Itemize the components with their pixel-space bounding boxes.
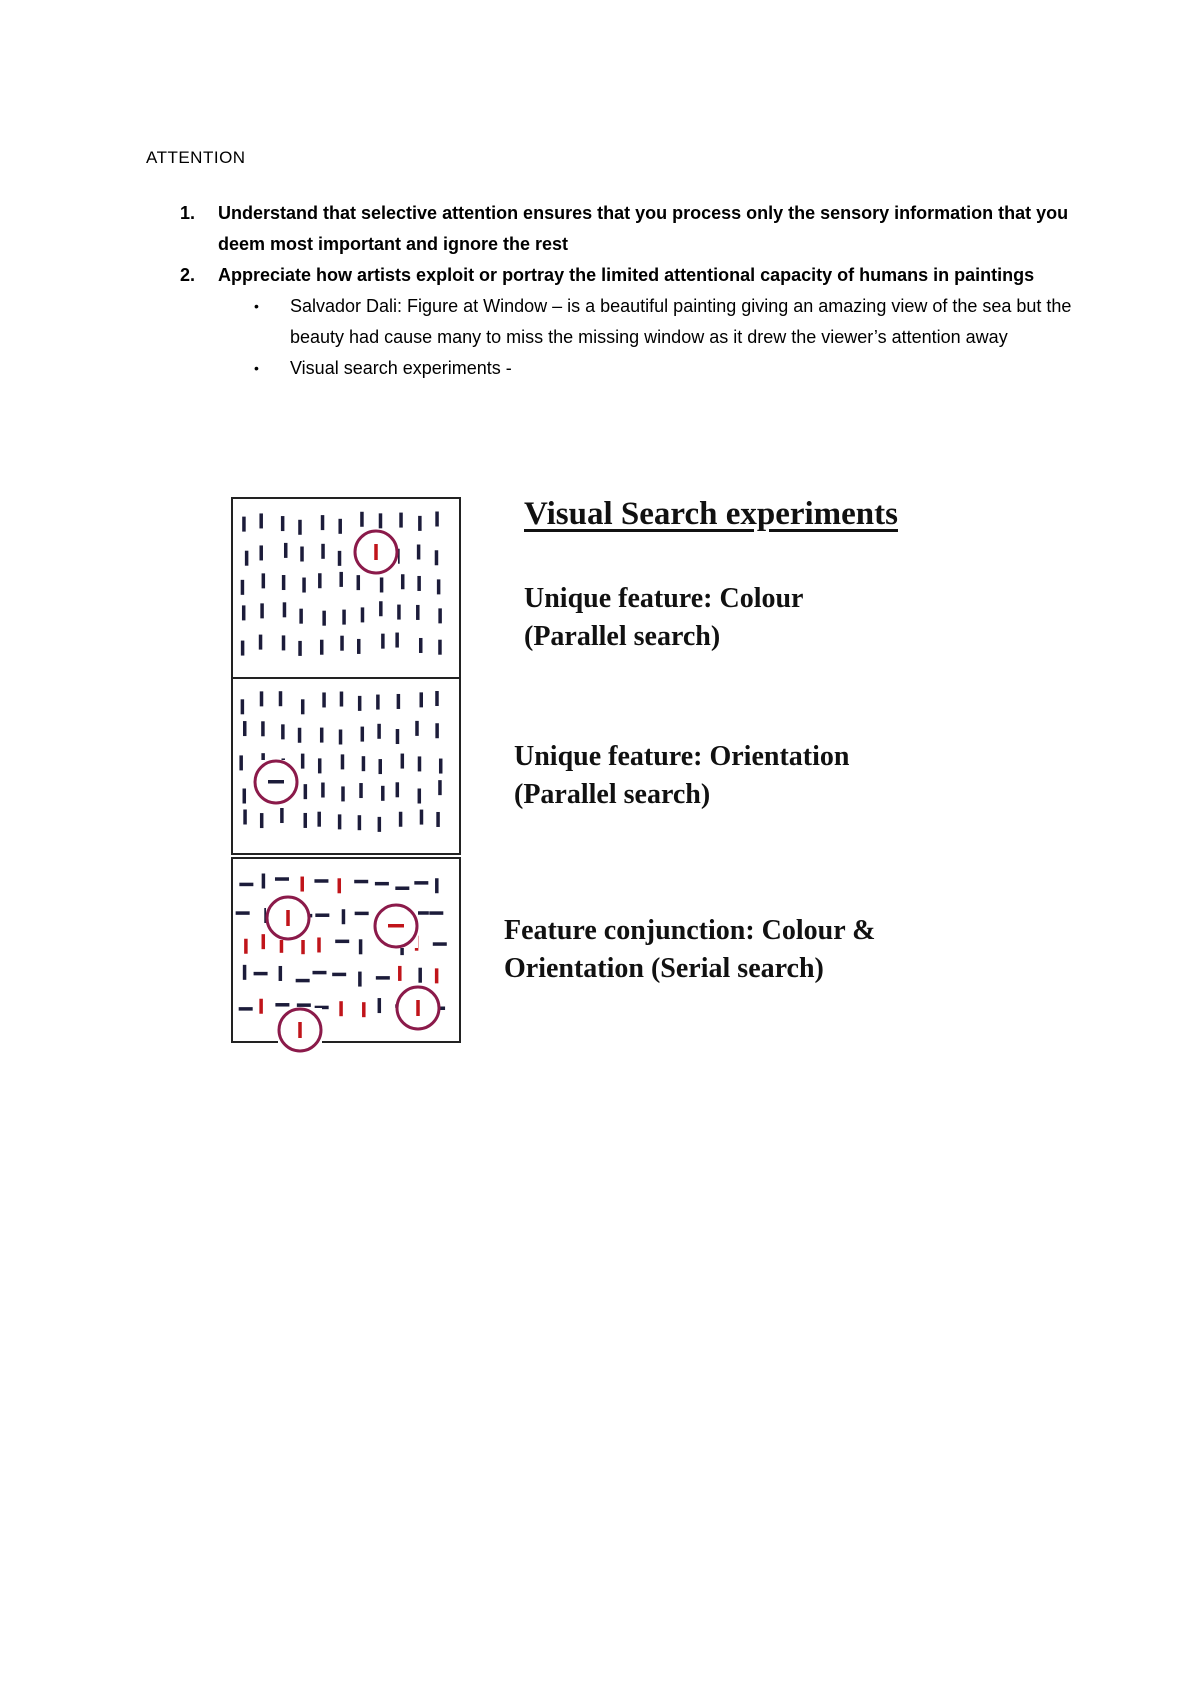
distractor-bar <box>342 610 346 625</box>
distractor-bar <box>399 513 403 528</box>
distractor-bar <box>241 699 245 714</box>
distractor-bar <box>419 692 423 707</box>
sub-bullet-list <box>218 291 1076 384</box>
target-bar <box>268 780 284 784</box>
distractor-bar <box>399 812 403 827</box>
distractor-bar <box>335 940 349 944</box>
figure-caption-conjunction: Feature conjunction: Colour & Orientation (Serial search) <box>504 915 876 984</box>
distractor-bar <box>357 639 361 654</box>
distractor-bar <box>261 721 265 736</box>
target-bar <box>388 924 404 928</box>
distractor-bar <box>435 968 439 983</box>
distractor-bar <box>244 939 248 954</box>
distractor-bar <box>357 575 361 590</box>
distractor-bar <box>259 635 263 650</box>
bullet-icon: • <box>254 360 259 376</box>
distractor-bar <box>341 754 345 769</box>
distractor-bar <box>281 724 285 739</box>
distractor-bar <box>375 882 389 886</box>
distractor-bar <box>379 513 383 528</box>
distractor-bar <box>279 966 283 981</box>
distractor-bar <box>377 724 381 739</box>
distractor-bar <box>418 516 422 531</box>
distractor-bar <box>281 516 285 531</box>
distractor-bar <box>298 520 302 535</box>
distractor-bar <box>438 640 442 655</box>
figure-heading: Visual Search experiments <box>524 496 898 532</box>
distractor-bar <box>260 813 264 828</box>
distractor-bar <box>242 605 246 620</box>
target-bar <box>286 910 290 926</box>
distractor-bar <box>376 695 380 710</box>
distractor-bar <box>301 699 305 714</box>
distractor-bar <box>320 640 324 655</box>
distractor-bar <box>398 966 402 981</box>
distractor-bar <box>322 692 326 707</box>
distractor-bar <box>301 754 305 769</box>
distractor-bar <box>429 911 443 915</box>
distractor-bar <box>358 696 362 711</box>
objective-number: 1. <box>180 203 196 223</box>
distractor-bar <box>416 605 420 620</box>
distractor-bar <box>332 973 346 977</box>
distractor-bar <box>236 911 250 915</box>
distractor-bar <box>362 756 366 771</box>
distractor-bar <box>362 1002 366 1017</box>
figure-caption-colour: Unique feature: Colour (Parallel search) <box>524 583 804 652</box>
bullet-text: Visual search experiments - <box>290 358 512 378</box>
distractor-bar <box>438 780 442 795</box>
distractor-bar <box>320 728 324 743</box>
figure-caption-orientation: Unique feature: Orientation (Parallel search) <box>514 741 850 810</box>
distractor-bar <box>315 913 329 917</box>
distractor-bar <box>318 573 322 588</box>
distractor-bar <box>338 551 342 566</box>
distractor-bar <box>435 723 439 738</box>
distractor-bar <box>301 939 305 954</box>
distractor-bar <box>379 759 383 774</box>
distractor-bar <box>275 877 289 881</box>
distractor-bar <box>297 1003 311 1007</box>
distractor-bar <box>259 999 263 1014</box>
distractor-bar <box>418 756 422 771</box>
distractor-bar <box>380 577 384 592</box>
distractor-bar <box>396 782 400 797</box>
distractor-bar <box>241 580 244 595</box>
stimulus-panel-frame <box>232 498 460 678</box>
distractor-bar <box>395 633 399 648</box>
visual-search-figure <box>226 492 956 1092</box>
distractor-bar <box>298 641 302 656</box>
distractor-bar <box>381 786 385 801</box>
distractor-bar <box>341 786 345 801</box>
distractor-bar <box>304 784 308 799</box>
distractor-bar <box>260 603 264 618</box>
distractor-bar <box>243 721 247 736</box>
distractor-bar <box>318 758 322 773</box>
objective-text: Understand that selective attention ensures that you process only the sensory information that you deem most important and ignore the rest <box>218 203 1069 254</box>
distractor-bar <box>361 727 365 742</box>
distractor-bar <box>359 783 363 798</box>
distractor-bar <box>361 607 365 622</box>
distractor-bar <box>339 572 343 587</box>
distractor-bar <box>414 881 428 885</box>
distractor-bar <box>340 692 344 707</box>
distractor-bar <box>282 575 286 590</box>
distractor-bar <box>359 939 363 954</box>
distractor-bar <box>435 878 439 893</box>
distractor-bar <box>379 601 383 616</box>
distractor-bar <box>417 576 421 591</box>
distractor-bar <box>239 883 253 887</box>
distractor-bar <box>381 634 385 649</box>
target-bar <box>298 1022 302 1038</box>
distractor-bar <box>436 812 440 827</box>
distractor-bar <box>358 972 362 987</box>
distractor-bar <box>243 788 247 803</box>
distractor-bar <box>419 638 423 653</box>
distractor-bar <box>259 545 263 560</box>
distractor-bar <box>342 909 346 924</box>
distractor-bar <box>241 641 245 656</box>
distractor-bar <box>312 971 326 975</box>
objective-number: 2. <box>180 265 196 285</box>
distractor-bar <box>300 547 304 562</box>
distractor-bar <box>298 728 302 743</box>
distractor-bar <box>262 874 266 889</box>
bullet-text: Salvador Dali: Figure at Window – is a beautiful painting giving an amazing view of the sea but the beauty had cause many to miss the missing window as it drew the viewer’s attention away <box>290 296 1072 347</box>
distractor-bar <box>243 965 247 980</box>
distractor-bar <box>439 759 443 774</box>
distractor-bar <box>322 611 326 626</box>
distractor-bar <box>321 544 325 559</box>
objectives-list <box>176 198 1076 384</box>
distractor-bar <box>340 636 344 651</box>
distractor-bar <box>415 721 419 736</box>
distractor-bar <box>282 635 286 650</box>
distractor-bar <box>283 602 287 617</box>
distractor-bar <box>433 942 447 946</box>
page-title: ATTENTION <box>146 148 246 167</box>
distractor-bar <box>314 879 328 883</box>
distractor-bar <box>418 789 422 804</box>
distractor-bar <box>438 608 442 623</box>
objective-item <box>176 260 1076 384</box>
distractor-bar <box>243 809 247 824</box>
distractor-bar <box>437 579 441 594</box>
distractor-bar <box>296 979 310 983</box>
distractor-bar <box>355 912 369 916</box>
bullet-item <box>254 291 1076 353</box>
distractor-bar <box>317 812 321 827</box>
distractor-bar <box>279 691 283 706</box>
visual-search-stimulus-image <box>226 492 466 1082</box>
distractor-bar <box>435 512 439 527</box>
distractor-bar <box>339 730 343 745</box>
distractor-bar <box>397 694 401 709</box>
objective-item <box>176 198 1076 260</box>
distractor-bar <box>401 574 405 589</box>
bullet-item <box>254 353 1076 384</box>
distractor-bar <box>360 512 364 527</box>
distractor-bar <box>300 877 304 892</box>
distractor-bar <box>378 998 382 1013</box>
distractor-bar <box>275 1003 289 1007</box>
distractor-bar <box>262 573 266 588</box>
distractor-bar <box>317 937 321 952</box>
distractor-bar <box>260 691 264 706</box>
distractor-bar <box>435 691 439 706</box>
bullet-icon: • <box>254 298 259 314</box>
distractor-bar <box>262 934 266 949</box>
distractor-bar <box>321 515 325 530</box>
distractor-bar <box>239 755 243 770</box>
distractor-bar <box>338 814 342 829</box>
distractor-bar <box>339 1001 343 1016</box>
distractor-bar <box>304 813 308 828</box>
distractor-bar <box>299 609 303 624</box>
distractor-bar <box>239 1007 253 1011</box>
distractor-bar <box>376 976 390 980</box>
distractor-bar <box>378 817 382 832</box>
distractor-bar <box>302 578 306 593</box>
distractor-bar <box>242 517 246 532</box>
distractor-bar <box>396 729 400 744</box>
distractor-bar <box>280 938 284 953</box>
distractor-bar <box>280 808 284 823</box>
distractor-bar <box>338 519 342 534</box>
distractor-bar <box>418 968 422 983</box>
distractor-bar <box>354 880 368 884</box>
distractor-bar <box>417 545 421 560</box>
distractor-bar <box>284 543 288 558</box>
distractor-bar <box>338 878 342 893</box>
distractor-bar <box>259 513 263 528</box>
objective-text: Appreciate how artists exploit or portray the limited attentional capacity of humans in paintings <box>218 265 1035 285</box>
distractor-bar <box>435 550 439 565</box>
distractor-bar <box>401 754 405 769</box>
distractor-bar <box>254 972 268 976</box>
distractor-bar <box>321 783 325 798</box>
distractor-bar <box>397 605 401 620</box>
target-bar <box>374 544 378 560</box>
distractor-bar <box>358 815 362 830</box>
distractor-bar <box>395 886 409 890</box>
distractor-bar <box>420 810 424 825</box>
distractor-bar <box>245 551 249 566</box>
target-bar <box>416 1000 420 1016</box>
